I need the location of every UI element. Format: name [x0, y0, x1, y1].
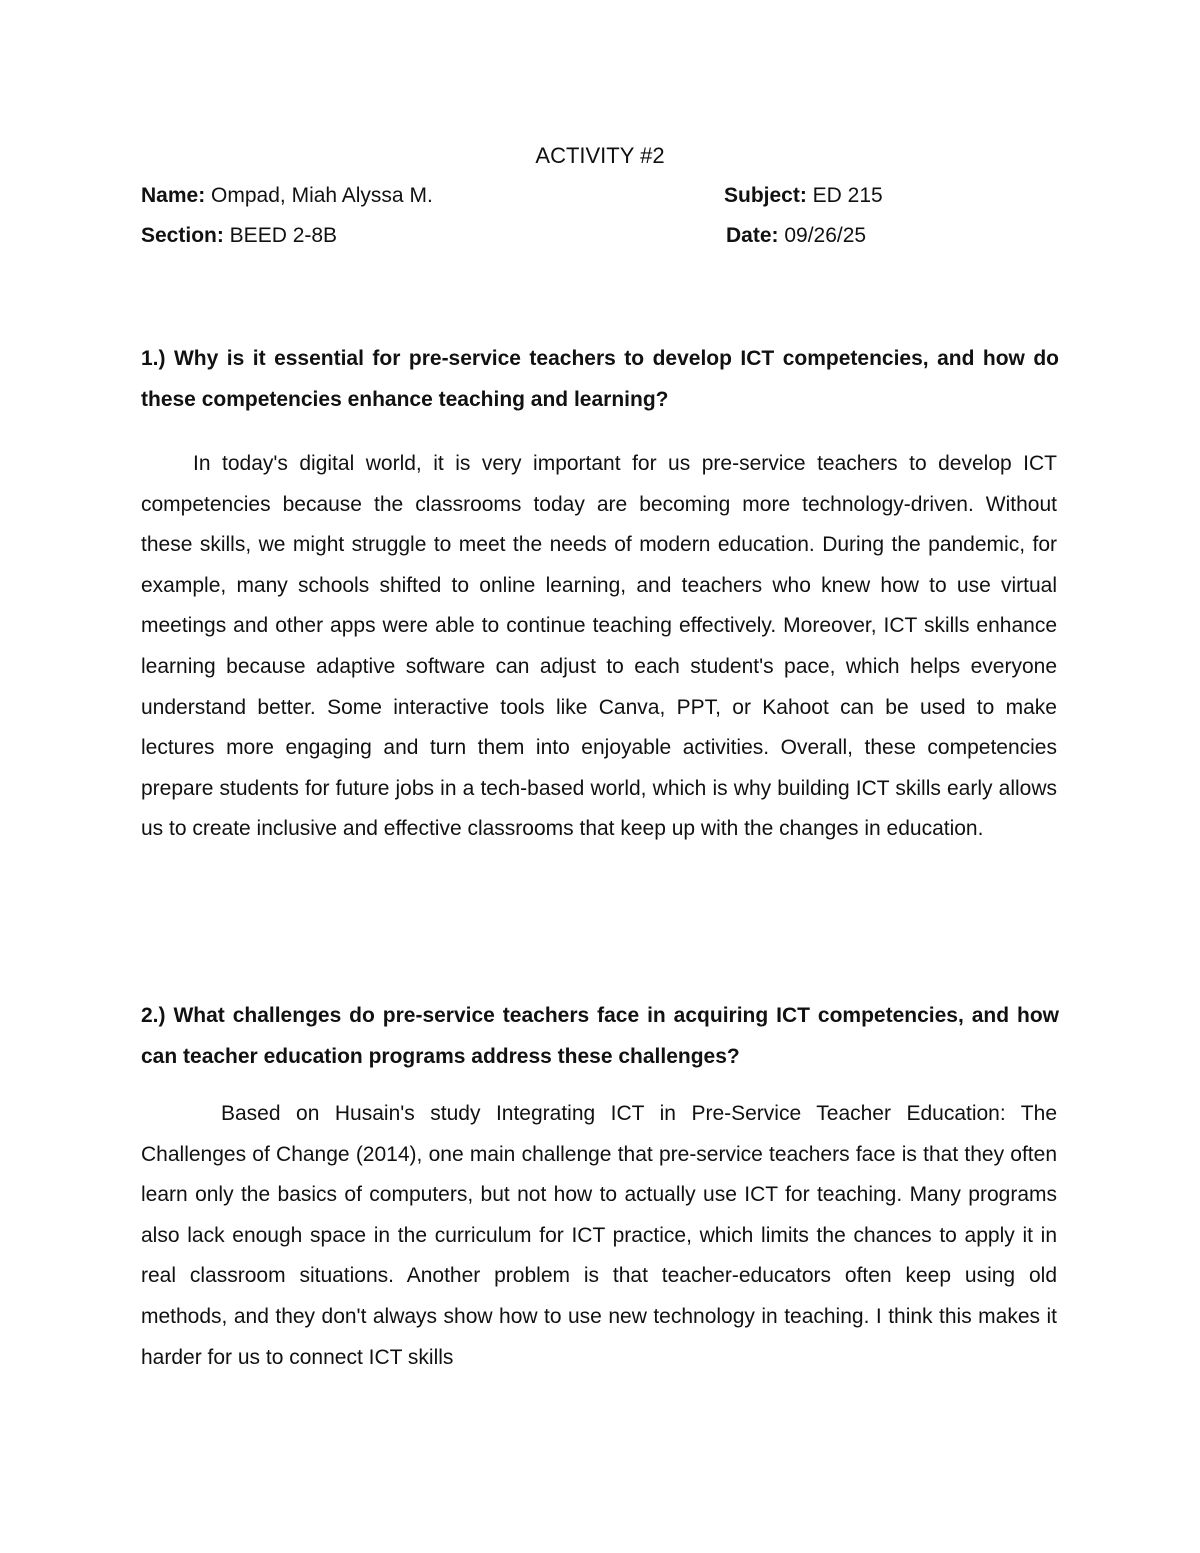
document-title: ACTIVITY #2 [535, 143, 665, 168]
section-value: BEED 2-8B [223, 224, 338, 247]
subject-field [724, 182, 883, 210]
section-field [141, 222, 337, 250]
answer-1: In today's digital world, it is very important for us pre-service teachers to develop ICT competencies because the classrooms today are becoming more technology-driven. Without these skills, we might struggle to meet the needs of modern education. During the pandemic, for example, many schools shifted to online learning, and teachers who knew how to use virtual meetings and other apps were able to continue teaching effectively. Moreover, ICT skills enhance learning because adaptive software can adjust to each student's pace, which helps everyone understand better. Some interactive tools like Canva, PPT, or Kahoot can be used to make lectures more engaging and turn them into enjoyable activities. Overall, these competencies prepare students for future jobs in a tech-based world, which is why building ICT skills early allows us to create inclusive and effective classrooms that keep up with the changes in education. [141, 452, 1057, 841]
name-field [141, 182, 433, 210]
section-label: Section: [141, 224, 224, 247]
name-label: Name: [141, 184, 206, 207]
date-field [726, 222, 866, 250]
date-value: 09/26/25 [778, 224, 867, 247]
date-label: Date: [726, 224, 779, 247]
subject-label: Subject: [724, 184, 807, 207]
name-value: Ompad, Miah Alyssa M. [205, 184, 433, 207]
question-1: 1.) Why is it essential for pre-service teachers to develop ICT competencies, and how do these competencies enhance teaching and learning? [141, 347, 1059, 411]
answer-2: Based on Husain's study Integrating ICT in Pre-Service Teacher Education: The Challenges of Change (2014), one main challenge that pre-service teachers face is that they often learn only the basics of computers, but not how to actually use ICT for teaching. Many programs also lack enough space in the curriculum for ICT practice, which limits the chances to apply it in real classroom situations. Another problem is that teacher-educators often keep using old methods, and they don't always show how to use new technology in teaching. I think this makes it harder for us to connect ICT skills [141, 1102, 1057, 1369]
question-2: 2.) What challenges do pre-service teachers face in acquiring ICT competencies, and how can teacher education programs address these challenges? [141, 1004, 1059, 1068]
subject-value: ED 215 [806, 184, 883, 207]
